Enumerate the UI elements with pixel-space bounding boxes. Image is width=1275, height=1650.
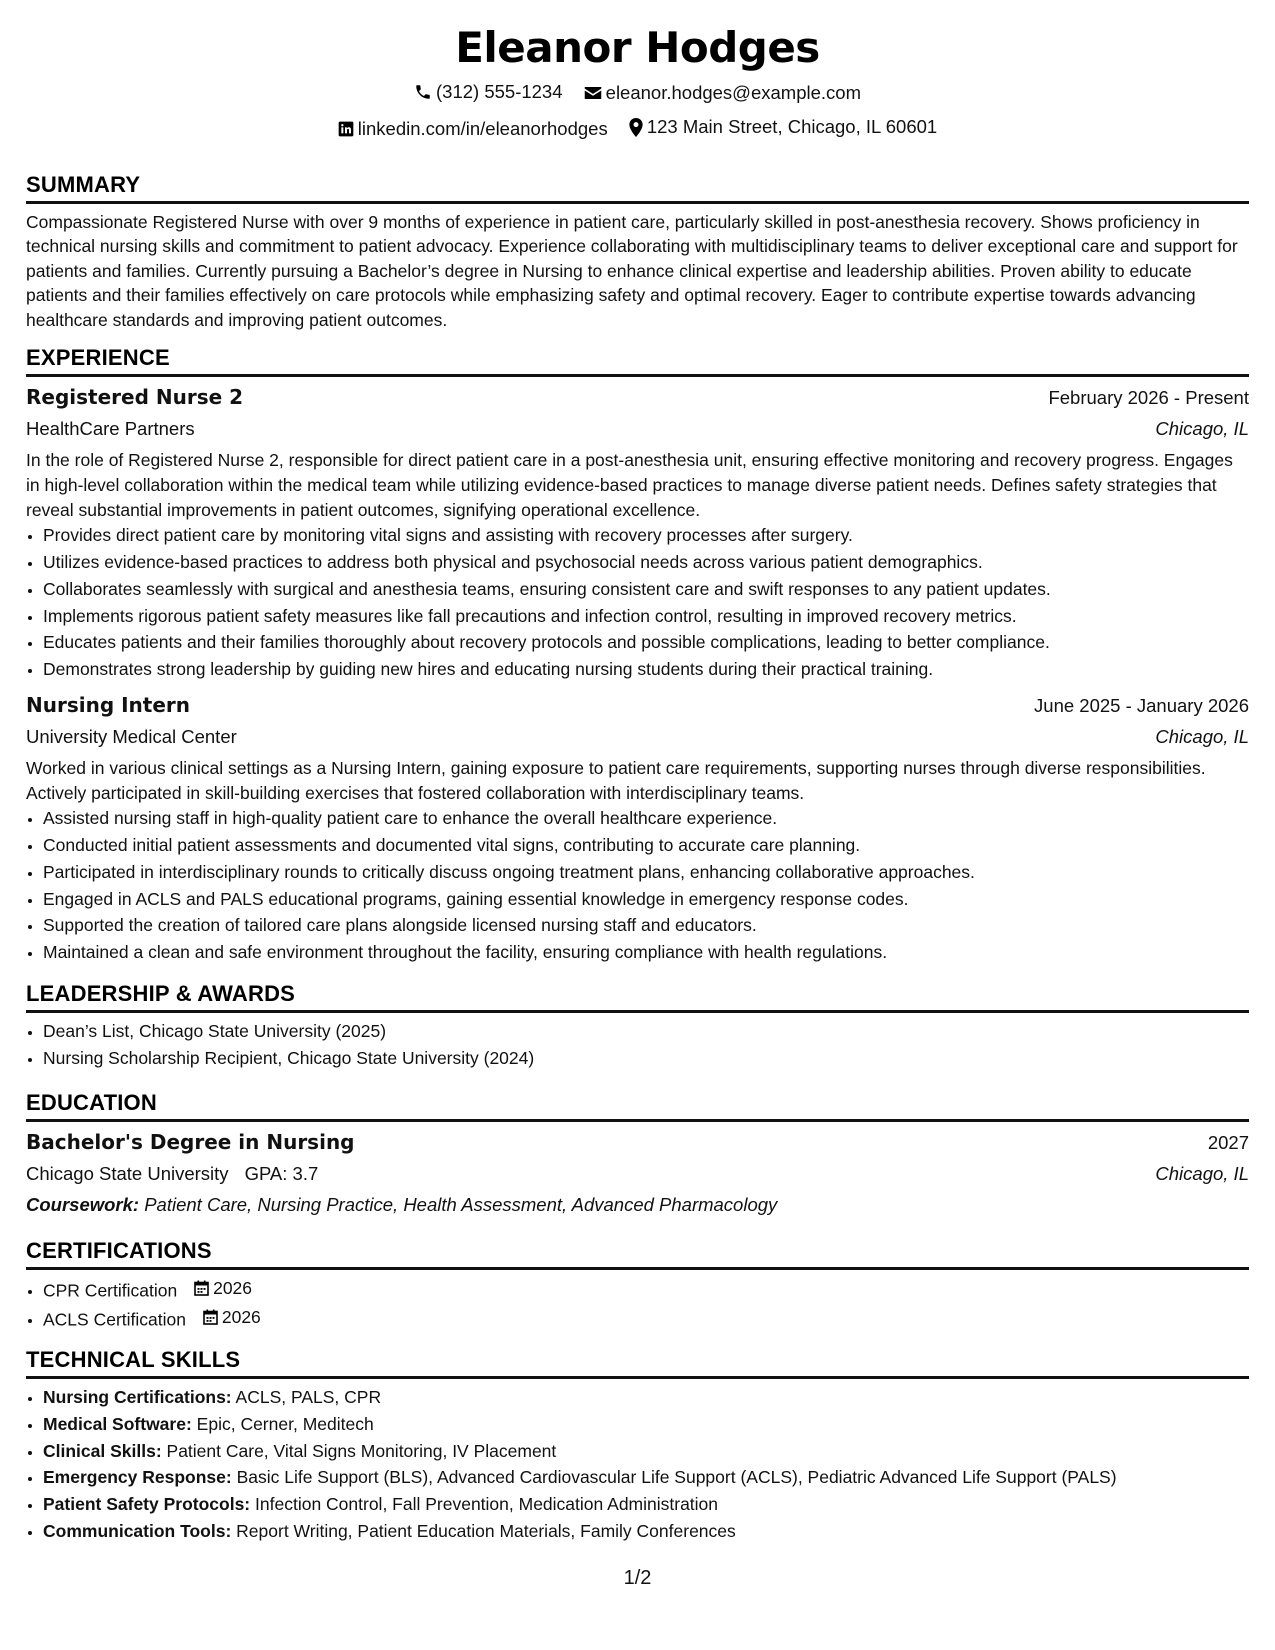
- education-degree-row: [26, 1127, 1249, 1158]
- job-dates: February 2026 - Present: [1048, 387, 1249, 409]
- job-bullet: • Assisted nursing staff in high-quality patient care to enhance the overall healthcare experience.: [43, 805, 1249, 832]
- job-company: HealthCare Partners: [26, 418, 195, 440]
- job-description: Worked in various clinical settings as a Nursing Intern, gaining exposure to patient care requirements, supporting nurses through diverse responsibilities. Actively participated in skill-building exercises that fostered collaboration with interdisciplinary teams.: [26, 758, 1206, 803]
- skill-value: Patient Care, Vital Signs Monitoring, IV Placement: [166, 1440, 557, 1461]
- experience-heading: EXPERIENCE: [26, 345, 1249, 377]
- phone-contact: [414, 76, 563, 108]
- skill-label: Communication Tools:: [43, 1520, 232, 1541]
- certifications-section: [26, 1238, 1249, 1333]
- skill-label: Medical Software:: [43, 1413, 192, 1434]
- job-bullet: • Supported the creation of tailored care plans alongside licensed nursing staff and educators.: [43, 912, 1249, 939]
- calendar-icon: [194, 1280, 209, 1296]
- certification-item: [43, 1304, 1249, 1333]
- job-bullets: [26, 805, 1249, 966]
- education-heading: EDUCATION: [26, 1090, 1249, 1122]
- skills-section: [26, 1347, 1249, 1545]
- job-bullet: • Engaged in ACLS and PALS educational programs, gaining essential knowledge in emergency response codes.: [43, 886, 1249, 913]
- job-bullet: • Collaborates seamlessly with surgical and anesthesia teams, ensuring consistent care and swift responses to any patient updates.: [43, 576, 1249, 603]
- envelope-icon: [584, 85, 602, 101]
- email-address[interactable]: eleanor.hodges@example.com: [605, 82, 861, 103]
- job-dates: June 2025 - January 2026: [1034, 695, 1249, 717]
- job-bullet: • Conducted initial patient assessments and documented vital signs, contributing to accurate care planning.: [43, 832, 1249, 859]
- job-bullet: • Implements rigorous patient safety measures like fall precautions and infection control, resulting in improved recovery metrics.: [43, 603, 1249, 630]
- skill-label: Clinical Skills:: [43, 1440, 162, 1461]
- job-role: Registered Nurse 2: [26, 385, 244, 410]
- coursework-label: Coursework:: [26, 1193, 140, 1215]
- certifications-heading: CERTIFICATIONS: [26, 1238, 1249, 1270]
- experience-section: [26, 345, 1249, 966]
- job-entry: [26, 690, 1249, 966]
- skill-value: Report Writing, Patient Education Materials, Family Conferences: [236, 1520, 736, 1541]
- certification-year: 2026: [221, 1306, 261, 1327]
- contact-row-1: [26, 76, 1249, 111]
- linkedin-contact[interactable]: [338, 113, 608, 145]
- contact-row-2: [26, 111, 1249, 147]
- job-location: Chicago, IL: [1155, 726, 1249, 748]
- job-company-row: [26, 721, 1249, 752]
- certification-date: [194, 1275, 252, 1302]
- summary-text: Compassionate Registered Nurse with over 9 months of experience in patient care, particularly skilled in post-anesthesia recovery. Shows proficiency in technical nursing skills and commitment to patient advocacy. Experience collaborating with multidisciplinary teams to deliver exceptional care and support for patients and families. Currently pursuing a Bachelor’s degree in Nursing to enhance clinical expertise and leadership abilities. Proven ability to educate patients and their families effectively on care protocols while emphasizing safety and optimal recovery. Eager to contribute expertise towards advancing healthcare standards and improving patient outcomes.: [26, 211, 1238, 330]
- leadership-list: [26, 1018, 1249, 1072]
- leadership-heading: LEADERSHIP & AWARDS: [26, 981, 1249, 1013]
- skill-item: [43, 1464, 1249, 1491]
- job-header-row: [26, 690, 1249, 721]
- address-contact: [629, 111, 937, 143]
- calendar-icon: [203, 1309, 218, 1325]
- leadership-section: [26, 981, 1249, 1072]
- skill-item: [43, 1384, 1249, 1411]
- school-info: [26, 1158, 318, 1189]
- education-section: [26, 1090, 1249, 1220]
- skills-heading: TECHNICAL SKILLS: [26, 1347, 1249, 1379]
- skill-item: [43, 1438, 1249, 1465]
- street-address: 123 Main Street, Chicago, IL 60601: [646, 116, 938, 137]
- job-header-row: [26, 382, 1249, 413]
- job-bullets: [26, 522, 1249, 683]
- linkedin-url[interactable]: linkedin.com/in/eleanorhodges: [357, 117, 608, 139]
- phone-number: (312) 555-1234: [436, 81, 563, 102]
- gpa-value: GPA: 3.7: [244, 1162, 319, 1184]
- certification-date: [203, 1304, 261, 1331]
- skill-label: Nursing Certifications:: [43, 1386, 232, 1407]
- skill-label: Patient Safety Protocols:: [43, 1494, 251, 1515]
- skill-value: Epic, Cerner, Meditech: [196, 1413, 374, 1434]
- job-bullet: • Participated in interdisciplinary rounds to critically discuss ongoing treatment plans, enhancing collaborative approaches.: [43, 859, 1249, 886]
- skill-item: [43, 1411, 1249, 1438]
- coursework-line: [26, 1189, 1249, 1220]
- degree-name: Bachelor's Degree in Nursing: [26, 1129, 355, 1154]
- phone-icon: [414, 83, 432, 101]
- skill-label: Emergency Response:: [43, 1467, 232, 1488]
- summary-section: [26, 172, 1249, 333]
- job-bullet: • Provides direct patient care by monitoring vital signs and assisting with recovery processes after surgery.: [43, 522, 1249, 549]
- page-number: 1/2: [623, 1567, 652, 1589]
- certification-name: CPR Certification: [43, 1279, 178, 1300]
- resume-page: [26, 20, 1249, 1545]
- job-description: In the role of Registered Nurse 2, responsible for direct patient care in a post-anesthesia unit, ensuring effective monitoring and recovery progress. Engages in high-level collaboration within the medical team while utilizing evidence-based practices to manage diverse patient needs. Defines safety strategies that reveal substantial improvements in patient outcomes, signifying operational excellence.: [26, 450, 1233, 520]
- job-company-row: [26, 413, 1249, 444]
- award-item: • Nursing Scholarship Recipient, Chicago State University (2024): [43, 1045, 1249, 1072]
- email-contact[interactable]: [584, 77, 861, 109]
- coursework-list: Patient Care, Nursing Practice, Health Assessment, Advanced Pharmacology: [144, 1193, 778, 1215]
- job-location: Chicago, IL: [1155, 418, 1249, 440]
- education-school-row: [26, 1158, 1249, 1189]
- skills-list: [26, 1384, 1249, 1545]
- job-bullet: • Educates patients and their families thoroughly about recovery protocols and possible complications, leading to better compliance.: [43, 629, 1249, 656]
- job-bullet: • Utilizes evidence-based practices to address both physical and psychosocial needs across various patient demographics.: [43, 549, 1249, 576]
- certification-name: ACLS Certification: [43, 1309, 186, 1330]
- graduation-year: 2027: [1207, 1131, 1249, 1153]
- certifications-list: [26, 1275, 1249, 1333]
- skill-value: Infection Control, Fall Prevention, Medication Administration: [255, 1494, 719, 1515]
- job-role: Nursing Intern: [26, 693, 191, 718]
- job-entry: [26, 382, 1249, 683]
- skill-value: Basic Life Support (BLS), Advanced Cardiovascular Life Support (ACLS), Pediatric Advanced Life Support (PALS): [236, 1467, 1117, 1488]
- linkedin-icon: [338, 121, 354, 137]
- school-location: Chicago, IL: [1155, 1162, 1249, 1184]
- map-marker-icon: [629, 118, 643, 137]
- job-bullet: • Maintained a clean and safe environment throughout the facility, ensuring compliance with health regulations.: [43, 939, 1249, 966]
- certification-year: 2026: [213, 1277, 253, 1298]
- certification-item: [43, 1275, 1249, 1304]
- job-company: University Medical Center: [26, 726, 237, 748]
- skill-value: ACLS, PALS, CPR: [235, 1386, 382, 1407]
- candidate-name: Eleanor Hodges: [455, 23, 820, 72]
- award-item: • Dean’s List, Chicago State University (2025): [43, 1018, 1249, 1045]
- summary-heading: SUMMARY: [26, 172, 1249, 204]
- job-bullet: • Demonstrates strong leadership by guiding new hires and educating nursing students during their practical training.: [43, 656, 1249, 683]
- skill-item: [43, 1518, 1249, 1545]
- skill-item: [43, 1491, 1249, 1518]
- school-name: Chicago State University: [26, 1162, 229, 1184]
